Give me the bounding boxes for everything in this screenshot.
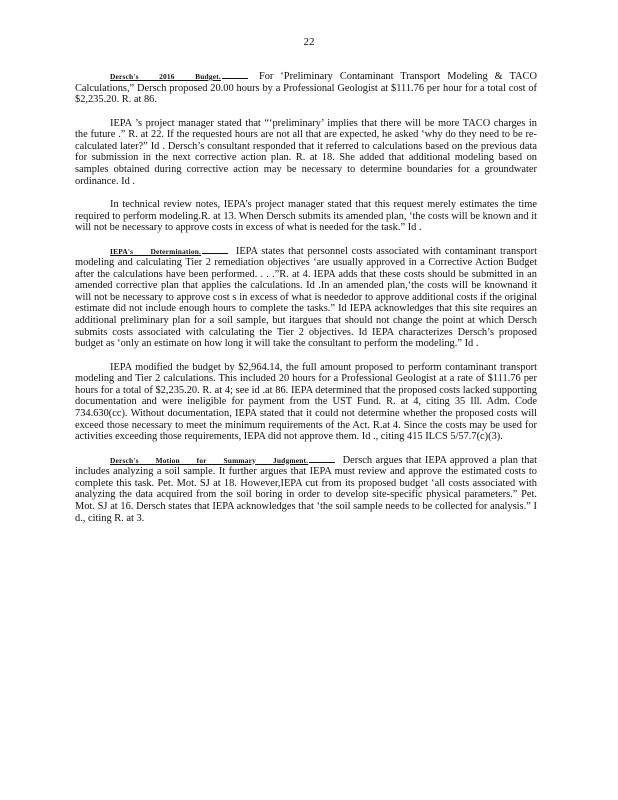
paragraph-text: For ‘Preliminary Contaminant Transport Modeling & TACO Calculations,” Dersch proposed 20.00 hours by a Professional Geologist at $111.76 per hour for a total cost of $2,235.20. R. at 86. [75, 71, 537, 106]
section-heading: Dersch's Motion for Summary Judgment. [110, 455, 309, 465]
heading-underline [309, 462, 335, 463]
paragraph-text: IEPA states that personnel costs associated with contaminant transport modeling and calculating Tier 2 remediation objectives ‘are usually approved in a Corrective Action Budget after the calculations have been performed. . . .”R. at 4. IEPA adds that these costs should be submitted in an amended corrective plan that applies the calculations. Id .In an amended plan,‘the costs will be knownand it will not be necessary to approve cost s in excess of what is neededor to approve additional costs if the original estimate did not include enough hours to complete the tasks.” Id IEPA acknowledges that this site requires an additional preliminary plan for a soil sample, but itargues that should not change the point at which Dersch submits costs associated with calculating the Tier 2 objectives. Id IEPA characterizes Dersch’s proposed budget as ‘only an estimate on how long it will take the consultant to perform the modeling.” Id . [75, 245, 537, 350]
page-number: 22 [303, 36, 315, 48]
section-heading: Dersch's 2016 Budget. [110, 72, 221, 81]
section-heading: IEPA's Determination. [110, 246, 202, 256]
paragraph-iepa-modified-budget [75, 362, 537, 443]
paragraph-iepa-determination [75, 246, 537, 350]
paragraph-dersch-2016-budget [75, 71, 537, 106]
paragraph-project-manager-statement [75, 118, 537, 188]
paragraph-text: IEPA modified the budget by $2,964.14, the full amount proposed to perform contaminant transport modeling and Tier 2 calculations. This included 20 hours for a Professional Geologist at a rate of $111.76 per hours for a total of $2,235.20. R. at 4; see id .at 86. IEPA determined that the proposed costs lacked supporting documentation and were ineligible for payment from the UST Fund. R. at 4, citing 35 Ill. Adm. Code 734.630(cc). Without documentation, IEPA stated that it could not determine whether the proposed costs will exceed those necessary to meet the minimum requirements of the Act. R.at 4. Since the costs may be used for activities exceeding those requirements, IEPA did not approve them. Id ., citing 415 ILCS 5/57.7(c)(3). [75, 361, 537, 443]
paragraph-text: Dersch argues that IEPA approved a plan that includes analyzing a soil sample. It further argues that IEPA must review and approve the estimated costs to complete this task. Pet. Mot. SJ at 18. However,IEPA cut from its proposed budget ‘all costs associated with analyzing the data acquired from the soil boring in order to develop site-specific physical parameters.” Pet. Mot. SJ at 16. Dersch states that IEPA acknowledges that ‘the soil sample needs to be collected for analysis.” I d., citing R. at 3. [75, 454, 537, 524]
paragraph-text: IEPA ’s project manager stated that “‘preliminary’ implies that there will be more TACO charges in the future .” R. at 22. If the requested hours are not all that are expected, he asked ‘why do they need to be re-calculated later?” Id . Dersch’s consultant responded that it referred to calculations based on the previous data for submission in the next corrective action plan. R. at 18. She added that additional modeling based on samples obtained during corrective action may be necessary to determine boundaries for a groundwater ordinance. Id . [75, 117, 537, 187]
paragraph-technical-review-notes [75, 199, 537, 234]
paragraph-dersch-motion [75, 455, 537, 525]
document-body [75, 71, 537, 536]
heading-underline [222, 78, 248, 79]
paragraph-text: In technical review notes, IEPA’s project manager stated that this request merely estimates the time required to perform modeling.R. at 13. When Dersch submits its amended plan, ‘the costs will be known and it will not be necessary to approve costs in excess of what is needed for the task.” Id . [75, 198, 537, 234]
heading-underline [202, 253, 228, 254]
